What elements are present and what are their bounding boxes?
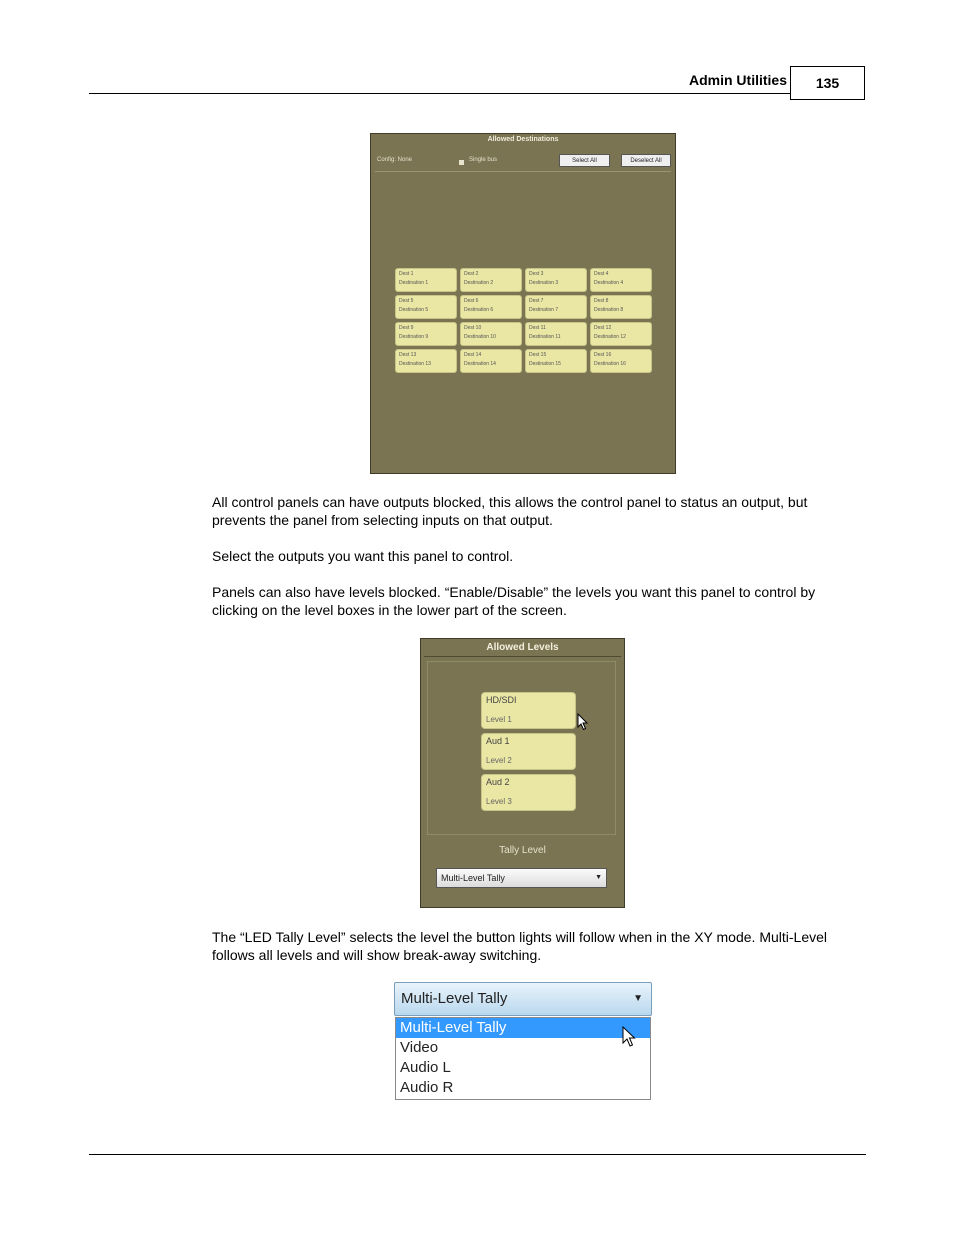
levels-area xyxy=(427,661,616,835)
destination-button[interactable]: Dest 10 Destination 10 xyxy=(460,322,522,346)
destination-button[interactable]: Dest 1 Destination 1 xyxy=(395,268,457,292)
level-button[interactable]: HD/SDI Level 1 xyxy=(481,692,576,729)
dropdown-option[interactable]: Audio R xyxy=(400,1079,454,1096)
dropdown-option[interactable]: Audio L xyxy=(400,1059,451,1076)
panel-title: Allowed Destinations xyxy=(487,136,559,143)
allowed-levels-panel xyxy=(420,638,625,908)
header-rule xyxy=(89,93,790,94)
destination-button[interactable]: Dest 11 Destination 11 xyxy=(525,322,587,346)
paragraph-select-outputs: Select the outputs you want this panel to control. xyxy=(212,548,514,564)
config-label: Config: None xyxy=(377,157,413,163)
destination-button[interactable]: Dest 8 Destination 8 xyxy=(590,295,652,319)
paragraph-tally-level: The “LED Tally Level” selects the level the button lights will follow when in the XY mode. Multi-Level follows all levels and will show break-away switching. xyxy=(212,929,828,963)
tally-level-select[interactable]: Multi-Level Tally ▼ xyxy=(436,868,607,888)
destination-button[interactable]: Dest 14 Destination 14 xyxy=(460,349,522,373)
destination-button[interactable]: Dest 6 Destination 6 xyxy=(460,295,522,319)
paragraph-outputs-blocked: All control panels can have outputs blocked, this allows the control panel to status an output, but prevents the panel from selecting inputs on that output. xyxy=(212,494,808,528)
dropdown-list xyxy=(395,1017,651,1100)
tally-level-label: Tally Level xyxy=(499,845,546,856)
tally-dropdown-select[interactable]: Multi-Level Tally ▼ xyxy=(394,982,652,1016)
select-all-button[interactable]: Select All xyxy=(559,154,610,167)
chevron-down-icon: ▼ xyxy=(595,874,602,881)
paragraph-levels-blocked: Panels can also have levels blocked. “Enable/Disable” the levels you want this panel to control by clicking on the level boxes in the lower part of the screen. xyxy=(212,584,816,618)
destination-button[interactable]: Dest 12 Destination 12 xyxy=(590,322,652,346)
tally-dropdown xyxy=(394,982,652,1100)
destination-button[interactable]: Dest 16 Destination 16 xyxy=(590,349,652,373)
mouse-cursor-icon xyxy=(622,1026,636,1048)
destination-button[interactable]: Dest 3 Destination 3 xyxy=(525,268,587,292)
level-button[interactable]: Aud 2 Level 3 xyxy=(481,774,576,811)
dropdown-option[interactable]: Multi-Level Tally xyxy=(396,1018,650,1038)
mouse-cursor-icon xyxy=(577,713,589,731)
destination-button[interactable]: Dest 13 Destination 13 xyxy=(395,349,457,373)
destination-button[interactable]: Dest 5 Destination 5 xyxy=(395,295,457,319)
single-bus-checkbox[interactable] xyxy=(459,160,464,165)
dropdown-option[interactable]: Video xyxy=(400,1039,439,1056)
divider xyxy=(424,656,621,657)
panel-title: Allowed Levels xyxy=(486,642,559,653)
section-title: Admin Utilities xyxy=(688,72,787,88)
divider xyxy=(375,171,671,172)
chevron-down-icon: ▼ xyxy=(633,993,643,1004)
level-button[interactable]: Aud 1 Level 2 xyxy=(481,733,576,770)
destination-button[interactable]: Dest 4 Destination 4 xyxy=(590,268,652,292)
destination-button[interactable]: Dest 9 Destination 9 xyxy=(395,322,457,346)
single-bus-label: Single bus xyxy=(469,157,498,163)
page-number: 135 xyxy=(790,66,865,100)
destination-grid xyxy=(395,268,652,373)
deselect-all-button[interactable]: Deselect All xyxy=(621,154,671,167)
allowed-destinations-panel xyxy=(370,133,676,474)
destination-button[interactable]: Dest 15 Destination 15 xyxy=(525,349,587,373)
footer-rule xyxy=(89,1154,866,1155)
destination-button[interactable]: Dest 7 Destination 7 xyxy=(525,295,587,319)
destination-button[interactable]: Dest 2 Destination 2 xyxy=(460,268,522,292)
